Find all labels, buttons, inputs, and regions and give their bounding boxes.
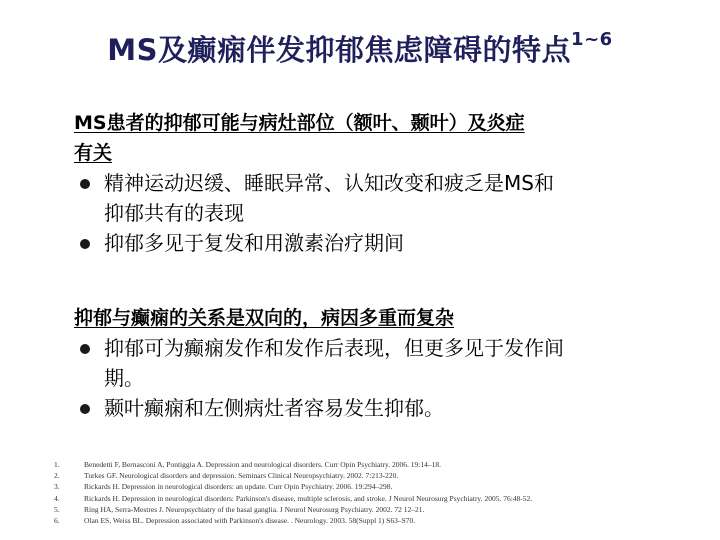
reference-number: 4. <box>54 493 60 503</box>
title-superscript: 1~6 <box>571 29 613 51</box>
reference-item <box>54 481 709 492</box>
reference-item <box>54 515 709 526</box>
bullet-dot-icon <box>80 239 90 249</box>
section-epilepsy-bullet-list <box>74 333 694 423</box>
section-epilepsy <box>74 303 694 423</box>
section-ms-heading-line1: MS患者的抑郁可能与病灶部位（额叶、颞叶）及炎症 <box>74 112 525 134</box>
bullet-dot-icon <box>80 344 90 354</box>
bullet-text-line1: 抑郁可为癫痫发作和发作后表现，但更多见于发作间 <box>104 336 564 360</box>
section-epilepsy-heading: 抑郁与癫痫的关系是双向的，病因多重而复杂 <box>74 307 455 329</box>
bullet-item <box>74 393 694 423</box>
bullet-text-line2: 期。 <box>104 366 144 390</box>
bullet-text-line1: 抑郁多见于复发和用激素治疗期间 <box>104 231 404 255</box>
bullet-item <box>74 168 694 228</box>
reference-text: Ring HA, Serra-Mestres J. Neuropsychiatry of the basal ganglia. J Neurol Neurosurg Psychiatry. 2002. 72 12–21. <box>84 504 425 514</box>
reference-item <box>54 470 709 481</box>
section-ms-heading-line2: 有关 <box>74 142 113 164</box>
bullet-text-line2: 抑郁共有的表现 <box>104 201 244 225</box>
reference-number: 6. <box>54 516 60 526</box>
reference-item <box>54 493 709 504</box>
reference-list <box>54 459 709 526</box>
bullet-dot-icon <box>80 179 90 189</box>
section-ms-heading <box>74 108 694 168</box>
bullet-item <box>74 228 694 258</box>
title-text: MS及癫痫伴发抑郁焦虑障碍的特点 <box>107 33 572 67</box>
reference-item <box>54 459 709 470</box>
reference-text: Rickards H. Depression in neurological disorders: an update. Curr Opin Psychiatry. 2006. 19:294–298. <box>84 482 393 492</box>
section-ms-bullet-list <box>74 168 694 258</box>
reference-number: 3. <box>54 482 60 492</box>
reference-number: 1. <box>54 460 60 469</box>
slide-title <box>0 28 720 69</box>
bullet-item <box>74 333 694 393</box>
reference-number: 5. <box>54 504 60 514</box>
reference-text: Benedetti F, Bernasconi A, Pontiggia A. Depression and neurological disorders. Curr Opin Psychiatry. 2006. 19:14–18. <box>84 460 441 469</box>
reference-item <box>54 504 709 515</box>
reference-number: 2. <box>54 471 60 481</box>
reference-text: Turkes GF. Neurological disorders and depression. Seminars Clinical Neuropsychiatry. 2002. 7:213-220. <box>84 471 399 481</box>
reference-text: Rickards H. Depression in neurological disorders: Parkinson's disease, multiple sclerosis, and stroke. J Neurol Neurosurg Psychiatry. 2005. 76:48-52. <box>84 493 533 503</box>
reference-text: Olan ES, Weiss BL. Depression associated with Parkinson's disease. . Neurology. 2003. 58(Suppl 1) S63–S70. <box>84 516 416 526</box>
section-ms <box>74 108 694 258</box>
bullet-text-line1: 颞叶癫痫和左侧病灶者容易发生抑郁。 <box>104 396 444 420</box>
bullet-dot-icon <box>80 404 90 414</box>
bullet-text-line1: 精神运动迟缓、睡眠异常、认知改变和疲乏是MS和 <box>104 171 554 195</box>
